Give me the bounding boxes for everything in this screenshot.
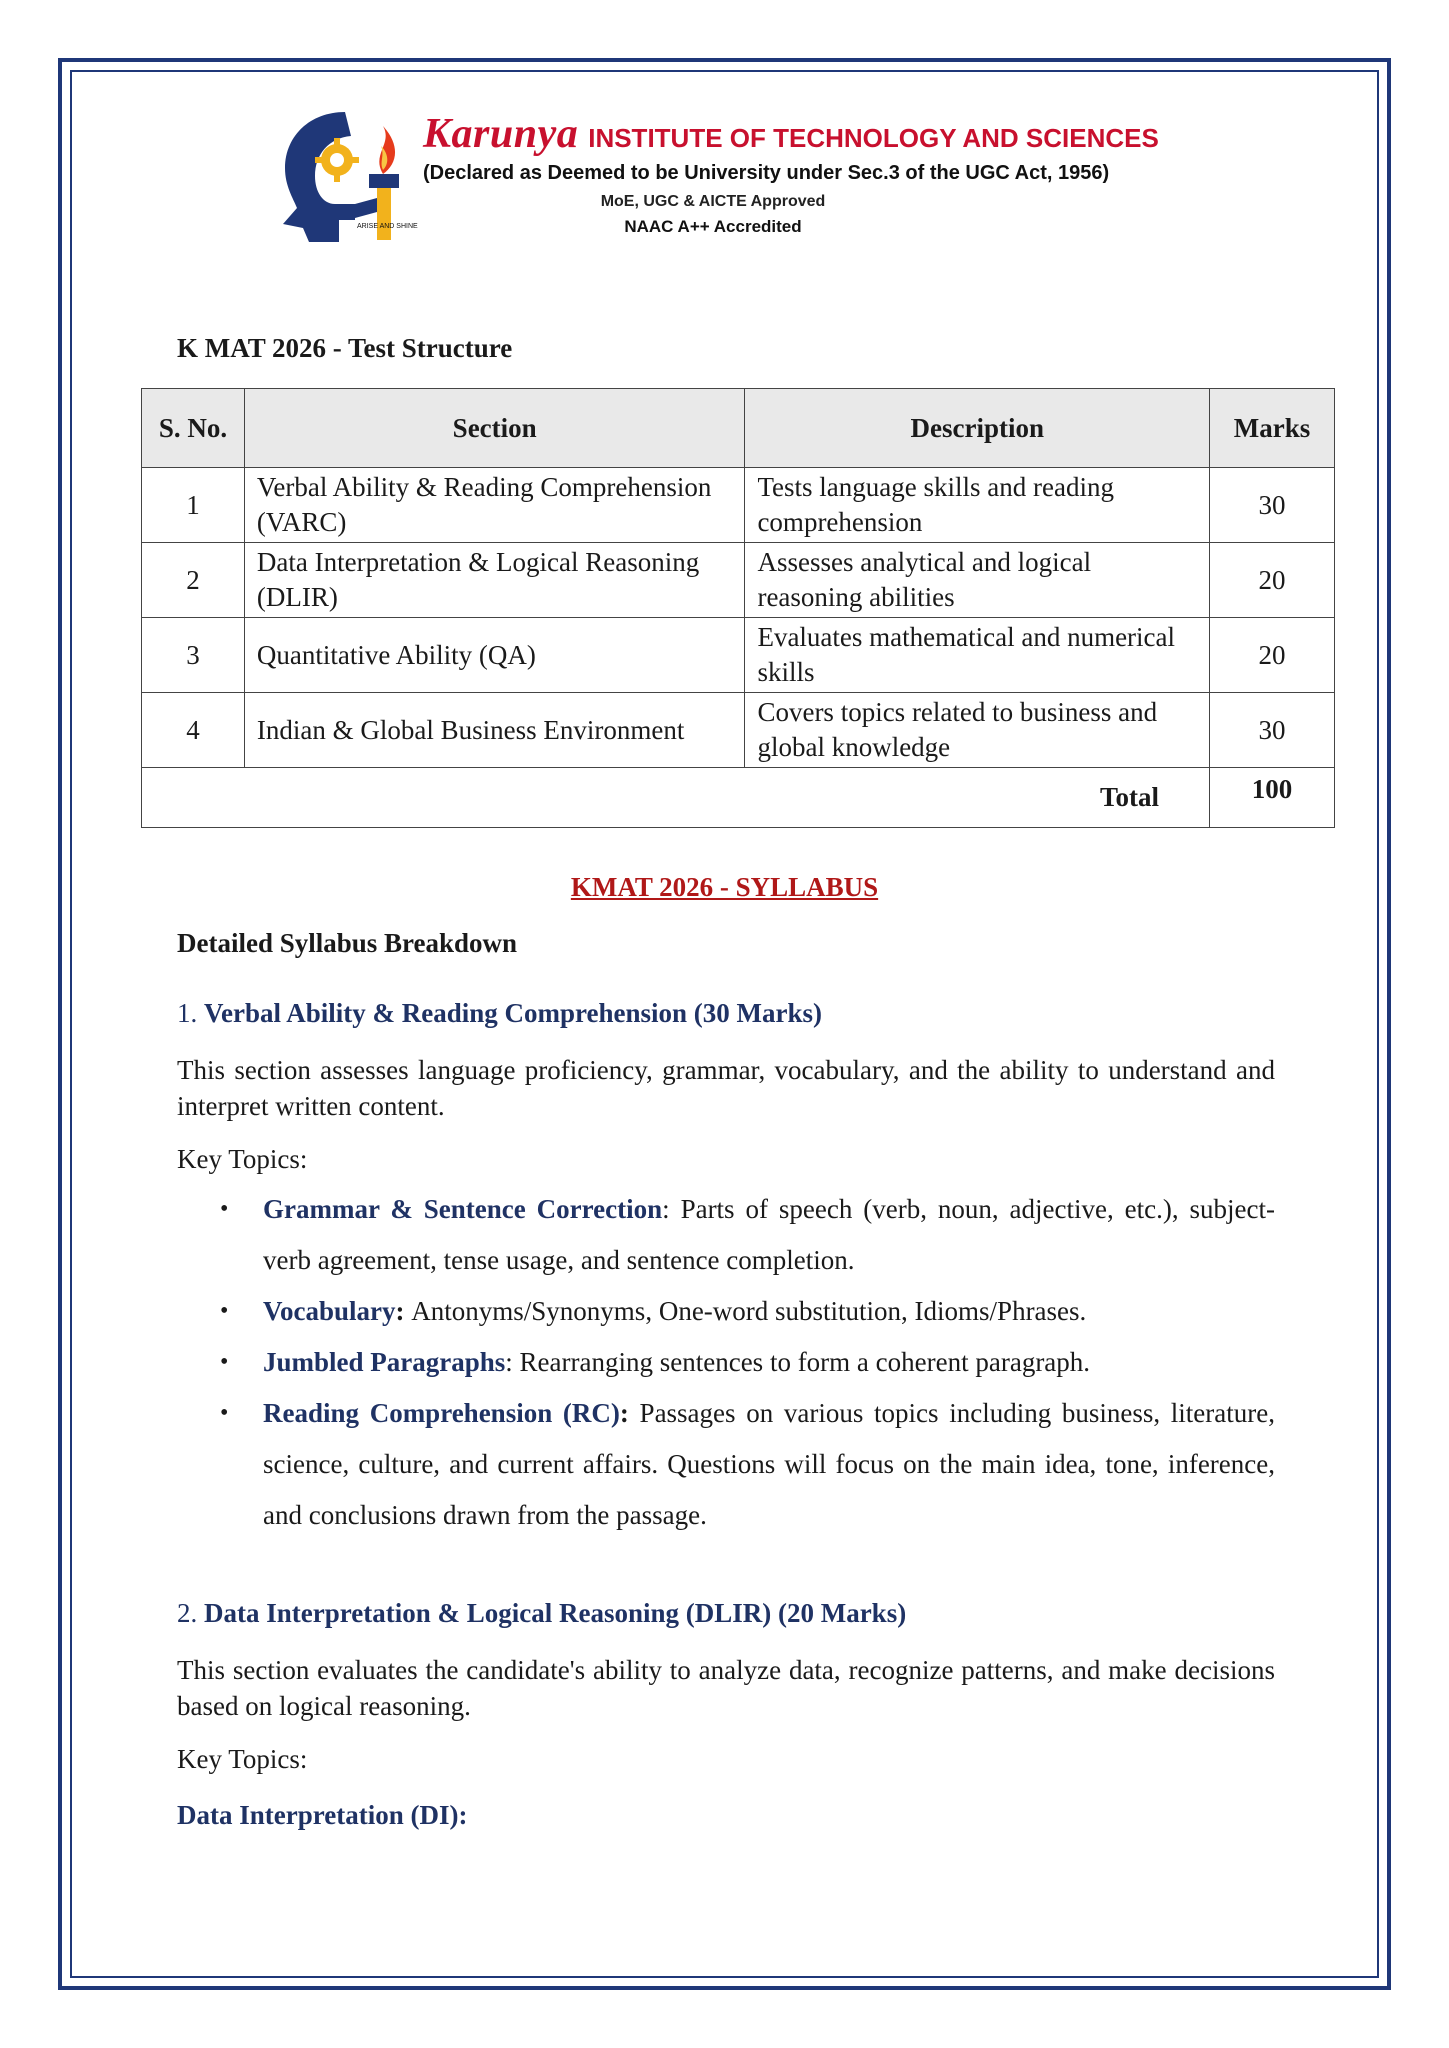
topic-text: Passages on various topics including business, literature, science, culture, and current affairs. Questions will focus on the main idea, tone, inference, and conclusions drawn from the passage. [263, 1398, 1275, 1530]
topic-name: Grammar & Sentence Correction [263, 1194, 663, 1224]
marks-cell: 30 [1210, 693, 1335, 768]
section-cell: Quantitative Ability (QA) [244, 618, 745, 693]
table-header-row [142, 389, 1335, 468]
syllabus-title: KMAT 2026 - SYLLABUS [570, 872, 879, 902]
sno-cell: 4 [142, 693, 245, 768]
column-header: S. No. [142, 389, 245, 468]
topic-name: Jumbled Paragraphs [263, 1347, 506, 1377]
institution-header [423, 110, 1159, 237]
table-row [142, 543, 1335, 618]
test-structure-table [141, 388, 1335, 828]
section-1-intro: This section assesses language proficiency, grammar, vocabulary, and the ability to understand and interpret written content. [177, 1055, 1275, 1121]
total-row [142, 768, 1335, 828]
topic-name: Vocabulary [263, 1296, 396, 1326]
section-title: Data Interpretation & Logical Reasoning (DLIR) (20 Marks) [204, 1598, 907, 1628]
sno-cell: 1 [142, 468, 245, 543]
description-cell: Evaluates mathematical and numerical skills [745, 618, 1210, 693]
accreditation-note: NAAC A++ Accredited [624, 217, 802, 236]
sno-cell: 3 [142, 618, 245, 693]
marks-cell: 20 [1210, 618, 1335, 693]
sno-cell: 2 [142, 543, 245, 618]
brand-name: Karunya [423, 111, 579, 157]
breakdown-heading: Detailed Syllabus Breakdown [177, 928, 518, 958]
declared-note: (Declared as Deemed to be University under Sec.3 of the UGC Act, 1956) [423, 162, 1110, 184]
description-cell: Covers topics related to business and global knowledge [745, 693, 1210, 768]
marks-cell: 30 [1210, 468, 1335, 543]
marks-cell: 20 [1210, 543, 1335, 618]
table-row [142, 618, 1335, 693]
list-item: • Grammar & Sentence Correction: Parts of speech (verb, noun, adjective, etc.), subject-verb agreement, tense usage, and sentence completion. [263, 1184, 1275, 1286]
section-cell: Data Interpretation & Logical Reasoning (DLIR) [244, 543, 745, 618]
total-label: Total [142, 768, 1210, 828]
section-number: 1. [177, 998, 198, 1028]
column-header: Marks [1210, 389, 1335, 468]
column-header: Section [244, 389, 745, 468]
section-1-topic-list [177, 1184, 1275, 1541]
section-cell: Indian & Global Business Environment [244, 693, 745, 768]
test-structure-title: K MAT 2026 - Test Structure [177, 333, 513, 363]
list-item: • Vocabulary: Antonyms/Synonyms, One-word substitution, Idioms/Phrases. [263, 1286, 1275, 1337]
list-item: • Reading Comprehension (RC): Passages on various topics including business, literature, science, culture, and current affairs. Questions will focus on the main idea, tone, inference, and conclusions drawn from the passage. [263, 1388, 1275, 1541]
description-cell: Assesses analytical and logical reasoning abilities [745, 543, 1210, 618]
karunya-logo [275, 108, 423, 248]
institute-name: INSTITUTE OF TECHNOLOGY AND SCIENCES [588, 123, 1159, 153]
topic-text: Antonyms/Synonyms, One-word substitution, Idioms/Phrases. [411, 1296, 1087, 1326]
topic-name: Reading Comprehension (RC) [263, 1398, 620, 1428]
description-cell: Tests language skills and reading comprehension [745, 468, 1210, 543]
approval-note: MoE, UGC & AICTE Approved [600, 193, 826, 210]
svg-text:ARISE AND SHINE: ARISE AND SHINE [357, 223, 418, 230]
key-topics-label: Key Topics: [177, 1144, 308, 1174]
topic-text: Parts of speech (verb, noun, adjective, etc.), subject-verb agreement, tense usage, and sentence completion. [263, 1194, 1275, 1275]
key-topics-label: Key Topics: [177, 1744, 308, 1774]
section-2-intro: This section evaluates the candidate's ability to analyze data, recognize patterns, and make decisions based on logical reasoning. [177, 1655, 1275, 1721]
table-row [142, 468, 1335, 543]
topic-text: Rearranging sentences to form a coherent paragraph. [519, 1347, 1091, 1377]
table-row [142, 693, 1335, 768]
section-1-heading [177, 998, 1275, 1029]
section-cell: Verbal Ability & Reading Comprehension (VARC) [244, 468, 745, 543]
column-header: Description [745, 389, 1210, 468]
section-title: Verbal Ability & Reading Comprehension (30 Marks) [204, 998, 823, 1028]
total-value: 100 [1210, 768, 1335, 828]
section-number: 2. [177, 1598, 198, 1628]
section-2-heading [177, 1598, 1275, 1629]
data-interpretation-heading: Data Interpretation (DI): [177, 1800, 468, 1830]
list-item: • Jumbled Paragraphs: Rearranging sentences to form a coherent paragraph. [263, 1337, 1275, 1388]
